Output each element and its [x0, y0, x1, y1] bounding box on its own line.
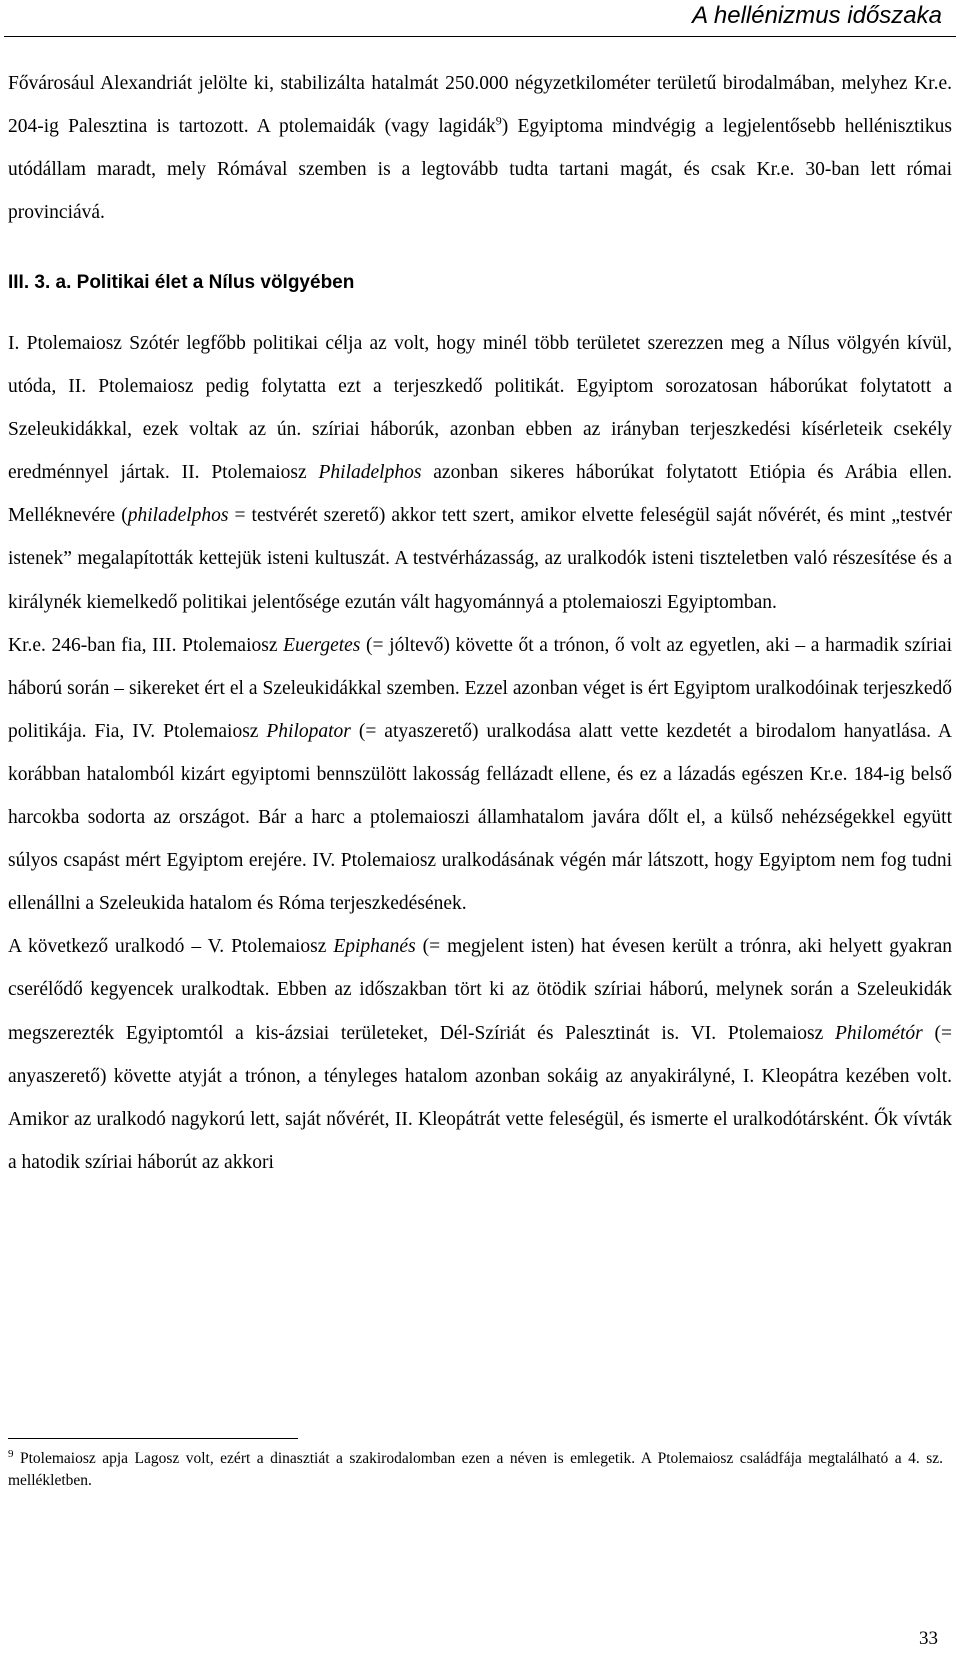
footnote-number: 9	[8, 1447, 14, 1460]
paragraph-1-text-a: I. Ptolemaiosz Szótér legfőbb politikai célja az volt, hogy minél több területet szerezzen meg a Nílus völgyén kívül, utóda, II. Ptolemaiosz pedig folytatta ezt a terjeszkedő politikát. Egyiptom sorozatosan háborúkat folytatott a Szeleukidákkal, ezek voltak az ún. szíriai háborúk, azonban ebben az irányban terjeszkedési kísérleteik csekély eredménnyel jártak. II. Ptolemaiosz	[8, 333, 952, 484]
epithet-euergetes: Euergetes	[283, 634, 361, 656]
paragraph-1-text-b: azonban sikeres háborúkat folytatott Etiópia és Arábia ellen. Melléknevére (	[8, 462, 952, 527]
running-header: A hellénizmus időszaka	[692, 2, 942, 29]
header-rule	[4, 36, 956, 37]
footnote-text: Ptolemaiosz apja Lagosz volt, ezért a dinasztiát a szakirodalomban ezen a néven is emlegetik. A Ptolemaiosz családfája megtalálható a 4. sz. mellékletben.	[8, 1450, 943, 1489]
paragraph-3-text-a: A következő uralkodó – V. Ptolemaiosz	[8, 936, 334, 958]
footnote	[8, 1448, 943, 1492]
paragraph-2-text-a: Kr.e. 246-ban fia, III. Ptolemaiosz	[8, 634, 284, 656]
paragraph-3	[8, 925, 952, 1184]
term-philadelphos: philadelphos	[127, 505, 229, 527]
paragraph-1-text-c: = testvérét szerető) akkor tett szert, amikor elvette feleségül saját nővérét, és mint „testvér istenek” megalapították kettejük isteni kultuszát. A testvérházasság, az uralkodók isteni tiszteletben való részesítése és a királynék kiemelkedő politikai jelentősége ezután vált hagyománnyá a ptolemaioszi Egyiptomban.	[8, 505, 953, 613]
epithet-philometor: Philométór	[835, 1022, 923, 1044]
paragraph-2-text-c: (= atyaszerető) uralkodása alatt vette kezdetét a birodalom hanyatlása. A korábban hatalomból kizárt egyiptomi bennszülött lakosság fellázadt ellene, és ez a lázadás egészen Kr.e. 184-ig belső harcokba sodorta az országot. Bár a harc a ptolemaioszi államhatalom javára dőlt el, a külső nehézségekkel együtt súlyos csapást mért Egyiptom erejére. IV. Ptolemaiosz uralkodásának végén már látszott, hogy Egyiptom nem fog tudni ellenállni a Szeleukida hatalom és Róma terjeszkedésének.	[8, 720, 952, 915]
page-number: 33	[919, 1628, 938, 1649]
section-heading: III. 3. a. Politikai élet a Nílus völgyében	[8, 272, 355, 293]
paragraph-3-text-b: (= megjelent isten) hat évesen került a trónra, aki helyett gyakran cserélődő kegyencek uralkodtak. Ebben az időszakban tört ki az ötödik szíriai háború, melynek során a Szeleukidák megszerezték Egyiptomtól a kis-ázsiai területeket, Dél-Szíriát és Palesztinát is. VI. Ptolemaiosz	[8, 936, 952, 1044]
footnote-reference[interactable]: 9	[495, 113, 502, 128]
intro-text-part1: Fővárosául Alexandriát jelölte ki, stabilizálta hatalmát 250.000 négyzetkilométer területű birodalmában, melyhez Kr.e. 204-ig Palesztina is tartozott. A ptolemaidák (vagy lagidák	[8, 73, 952, 138]
epithet-philopator: Philopator	[266, 720, 351, 742]
intro-paragraph	[8, 62, 952, 234]
intro-text-part2: ) Egyiptoma mindvégig a legjelentősebb hellénisztikus utódállam maradt, mely Rómával szemben is a legtovább tudta tartani magát, és csak Kr.e. 30-ban lett római provinciává.	[8, 116, 952, 224]
section-body	[8, 322, 952, 1184]
epithet-epiphanes: Epiphanés	[333, 936, 416, 958]
epithet-philadelphos: Philadelphos	[318, 462, 422, 484]
footnote-separator	[8, 1438, 298, 1439]
paragraph-3-text-c: (= anyaszerető) követte atyját a trónon, a tényleges hatalom azonban sokáig az anyakirályné, I. Kleopátra kezében volt. Amikor az uralkodó nagykorú lett, saját nővérét, II. Kleopátrát vette feleségül, és ismerte el uralkodótársként. Ők vívták a hatodik szíriai háborút az akkori	[8, 1022, 953, 1173]
paragraph-2-text-b: (= jóltevő) követte őt a trónon, ő volt az egyetlen, aki – a harmadik szíriai háború során – sikereket ért el a Szeleukidákkal szemben. Ezzel azonban véget is ért Egyiptom uralkodóinak terjeszkedő politikája. Fia, IV. Ptolemaiosz	[8, 634, 953, 742]
paragraph-1	[8, 322, 952, 624]
paragraph-2	[8, 624, 952, 926]
